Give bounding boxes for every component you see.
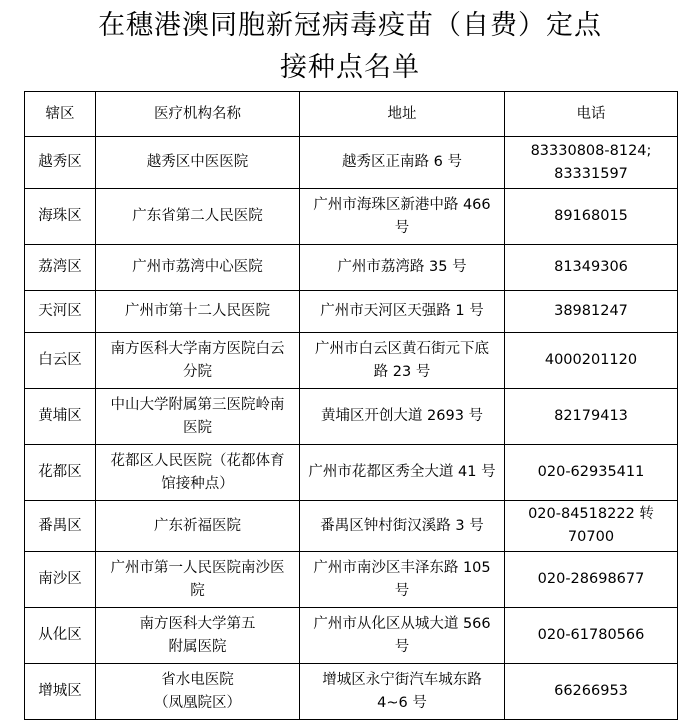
table-row xyxy=(25,245,678,291)
cell-phone: 020-62935411 xyxy=(505,445,678,501)
header-institution: 医疗机构名称 xyxy=(96,92,300,137)
cell-address: 番禺区钟村街汉溪路 3 号 xyxy=(300,501,505,552)
cell-address: 广州市荔湾路 35 号 xyxy=(300,245,505,291)
cell-phone: 020-28698677 xyxy=(505,552,678,608)
cell-district: 番禺区 xyxy=(25,501,96,552)
cell-address: 广州市南沙区丰泽东路 105 号 xyxy=(300,552,505,608)
cell-address: 黄埔区开创大道 2693 号 xyxy=(300,389,505,445)
header-district: 辖区 xyxy=(25,92,96,137)
cell-institution: 省水电医院 （凤凰院区） xyxy=(96,664,300,720)
cell-institution: 广东祈福医院 xyxy=(96,501,300,552)
document-title-line-2: 接种点名单 xyxy=(280,52,420,83)
table-row xyxy=(25,608,678,664)
cell-district: 从化区 xyxy=(25,608,96,664)
cell-district: 海珠区 xyxy=(25,189,96,245)
cell-district: 南沙区 xyxy=(25,552,96,608)
table-row xyxy=(25,137,678,189)
cell-address: 增城区永宁街汽车城东路 4~6 号 xyxy=(300,664,505,720)
cell-district: 越秀区 xyxy=(25,137,96,189)
table-row xyxy=(25,552,678,608)
cell-phone: 81349306 xyxy=(505,245,678,291)
cell-institution: 花都区人民医院（花都体育 馆接种点） xyxy=(96,445,300,501)
cell-phone: 020-84518222 转 70700 xyxy=(505,501,678,552)
header-address: 地址 xyxy=(300,92,505,137)
table-row xyxy=(25,333,678,389)
cell-phone: 83330808-8124; 83331597 xyxy=(505,137,678,189)
cell-district: 黄埔区 xyxy=(25,389,96,445)
table-row xyxy=(25,664,678,720)
cell-address: 广州市海珠区新港中路 466 号 xyxy=(300,189,505,245)
cell-district: 增城区 xyxy=(25,664,96,720)
cell-institution: 南方医科大学南方医院白云 分院 xyxy=(96,333,300,389)
cell-district: 花都区 xyxy=(25,445,96,501)
cell-address: 广州市花都区秀全大道 41 号 xyxy=(300,445,505,501)
cell-district: 天河区 xyxy=(25,291,96,333)
cell-phone: 38981247 xyxy=(505,291,678,333)
table-row xyxy=(25,501,678,552)
document-title-line-1: 在穗港澳同胞新冠病毒疫苗（自费）定点 xyxy=(98,10,602,41)
cell-district: 荔湾区 xyxy=(25,245,96,291)
cell-address: 广州市天河区天强路 1 号 xyxy=(300,291,505,333)
cell-institution: 越秀区中医医院 xyxy=(96,137,300,189)
table-row xyxy=(25,445,678,501)
cell-phone: 82179413 xyxy=(505,389,678,445)
cell-district: 白云区 xyxy=(25,333,96,389)
table-row xyxy=(25,389,678,445)
table-row xyxy=(25,291,678,333)
cell-institution: 广州市第一人民医院南沙医 院 xyxy=(96,552,300,608)
cell-phone: 020-61780566 xyxy=(505,608,678,664)
cell-institution: 广州市荔湾中心医院 xyxy=(96,245,300,291)
cell-address: 广州市从化区从城大道 566 号 xyxy=(300,608,505,664)
cell-phone: 66266953 xyxy=(505,664,678,720)
cell-phone: 89168015 xyxy=(505,189,678,245)
cell-institution: 南方医科大学第五 附属医院 xyxy=(96,608,300,664)
vaccination-sites-table xyxy=(24,91,678,720)
cell-phone: 4000201120 xyxy=(505,333,678,389)
cell-institution: 广州市第十二人民医院 xyxy=(96,291,300,333)
header-phone: 电话 xyxy=(505,92,678,137)
cell-institution: 广东省第二人民医院 xyxy=(96,189,300,245)
table-row xyxy=(25,189,678,245)
table-header-row xyxy=(25,92,678,137)
cell-address: 越秀区正南路 6 号 xyxy=(300,137,505,189)
cell-institution: 中山大学附属第三医院岭南 医院 xyxy=(96,389,300,445)
cell-address: 广州市白云区黄石街元下底 路 23 号 xyxy=(300,333,505,389)
